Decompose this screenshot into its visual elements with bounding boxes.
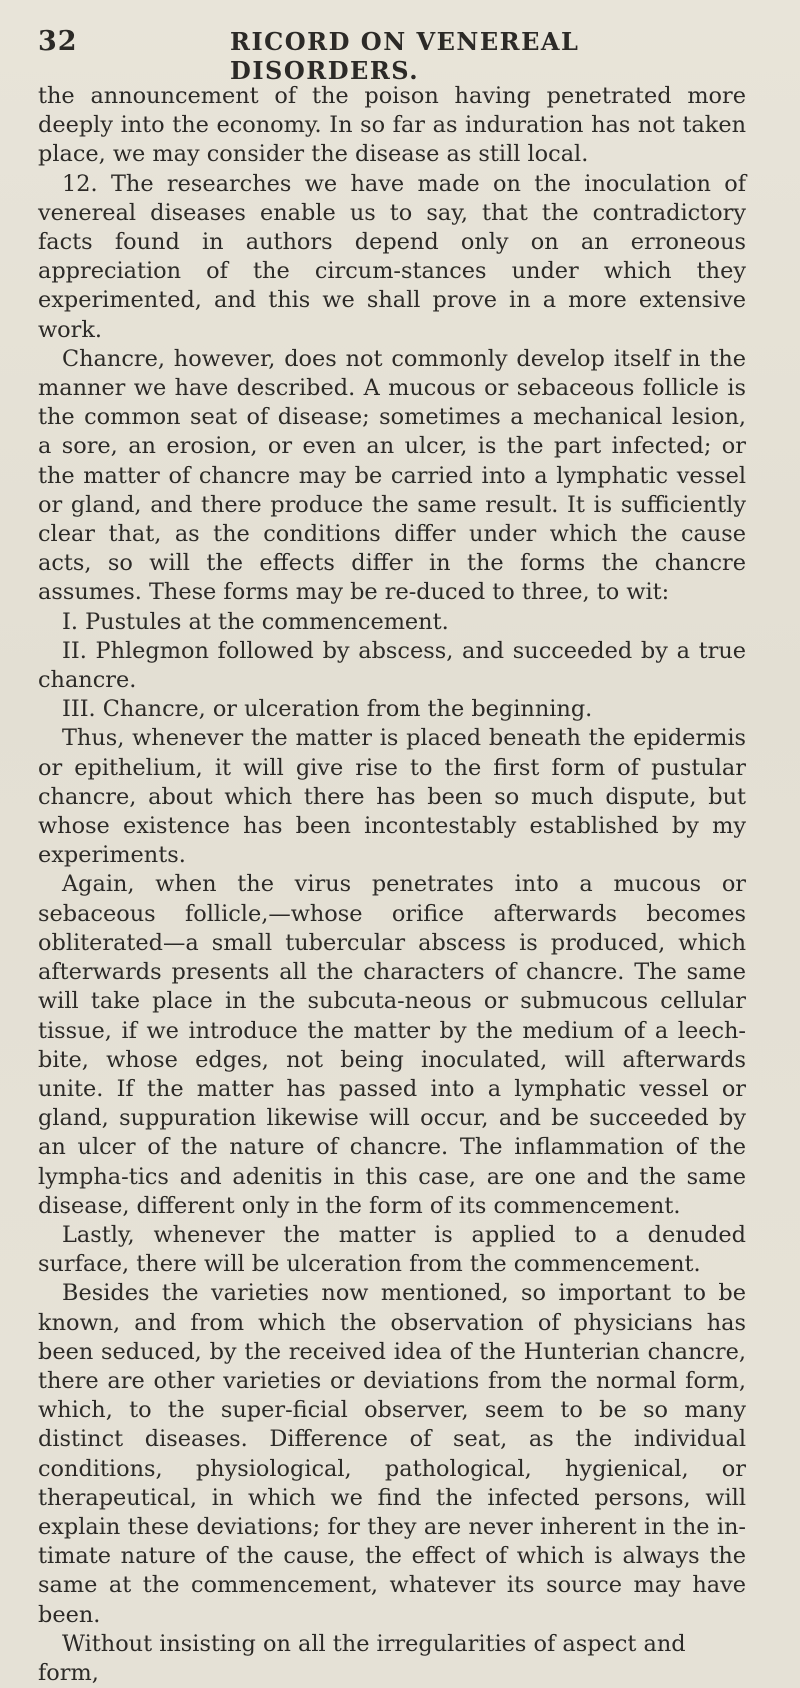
- running-head: RICORD ON VENEREAL DISORDERS.: [230, 27, 580, 85]
- paragraph-varieties: Besides the varieties now mentioned, so important to be known, and from which the observation of physicians has been seduced, by the received idea of the Hunterian chancre, there are other varieties or deviations from the normal form, which, to the super-ficial observer, seem to be so many distinct diseases. Difference of seat, as the individual conditions, physiological, pathological, hygienical, or therapeutical, in which we find the infected persons, will explain these deviations; for they are never inherent in the in-timate nature of the cause, the effect of which is always the same at the commencement, whatever its source may have been.: [38, 1280, 746, 1628]
- list-item-form-2: II. Phlegmon followed by abscess, and succeeded by a true chancre.: [38, 637, 746, 694]
- list-item-form-1: I. Pustules at the commencement.: [62, 608, 449, 635]
- paragraph-section-12: 12. The researches we have made on the inoculation of venereal diseases enable us to say, that the contradictory facts found in authors depend only on an erroneous appreciation of the circum-stances under which they experimented, and this we shall prove in a more extensive work.: [38, 170, 746, 343]
- body-text: [38, 82, 746, 1688]
- paragraph-continuation: the announcement of the poison having penetrated more deeply into the economy. In so far as induration has not taken place, we may consider the disease as still local.: [38, 83, 746, 168]
- paragraph-chancre-development: Chancre, however, does not commonly develop itself in the manner we have described. A mucous or sebaceous follicle is the common seat of disease; sometimes a mechanical lesion, a sore, an erosion, or even an ulcer, is the part infected; or the matter of chancre may be carried into a lymphatic vessel or gland, and there produce the same result. It is sufficiently clear that, as the conditions differ under which the cause acts, so will the effects differ in the forms the chancre assumes. These forms may be re-duced to three, to wit:: [38, 345, 746, 606]
- list-item-form-3: III. Chancre, or ulceration from the beginning.: [62, 696, 593, 723]
- page-header: [38, 18, 738, 85]
- page-number: 32: [38, 26, 78, 57]
- paragraph-final-line: Without insisting on all the irregularities of aspect and form,: [38, 1630, 686, 1686]
- paragraph-denuded-surface: Lastly, whenever the matter is applied to a denuded surface, there will be ulceration from the commencement.: [38, 1221, 746, 1278]
- paragraph-pustular-chancre: Thus, whenever the matter is placed beneath the epidermis or epithelium, it will give rise to the first form of pustular chancre, about which there has been so much dispute, but whose existence has been incontestably established by my experiments.: [38, 725, 746, 869]
- paragraph-follicle: Again, when the virus penetrates into a mucous or sebaceous follicle,—whose orifice afterwards becomes obliterated—a small tubercular abscess is produced, which afterwards presents all the characters of chancre. The same will take place in the subcuta-neous or submucous cellular tissue, if we introduce the matter by the medium of a leech-bite, whose edges, not being inoculated, will afterwards unite. If the matter has passed into a lymphatic vessel or gland, suppuration likewise will occur, and be succeeded by an ulcer of the nature of chancre. The inflammation of the lympha-tics and adenitis in this case, are one and the same disease, different only in the form of its commencement.: [38, 871, 746, 1219]
